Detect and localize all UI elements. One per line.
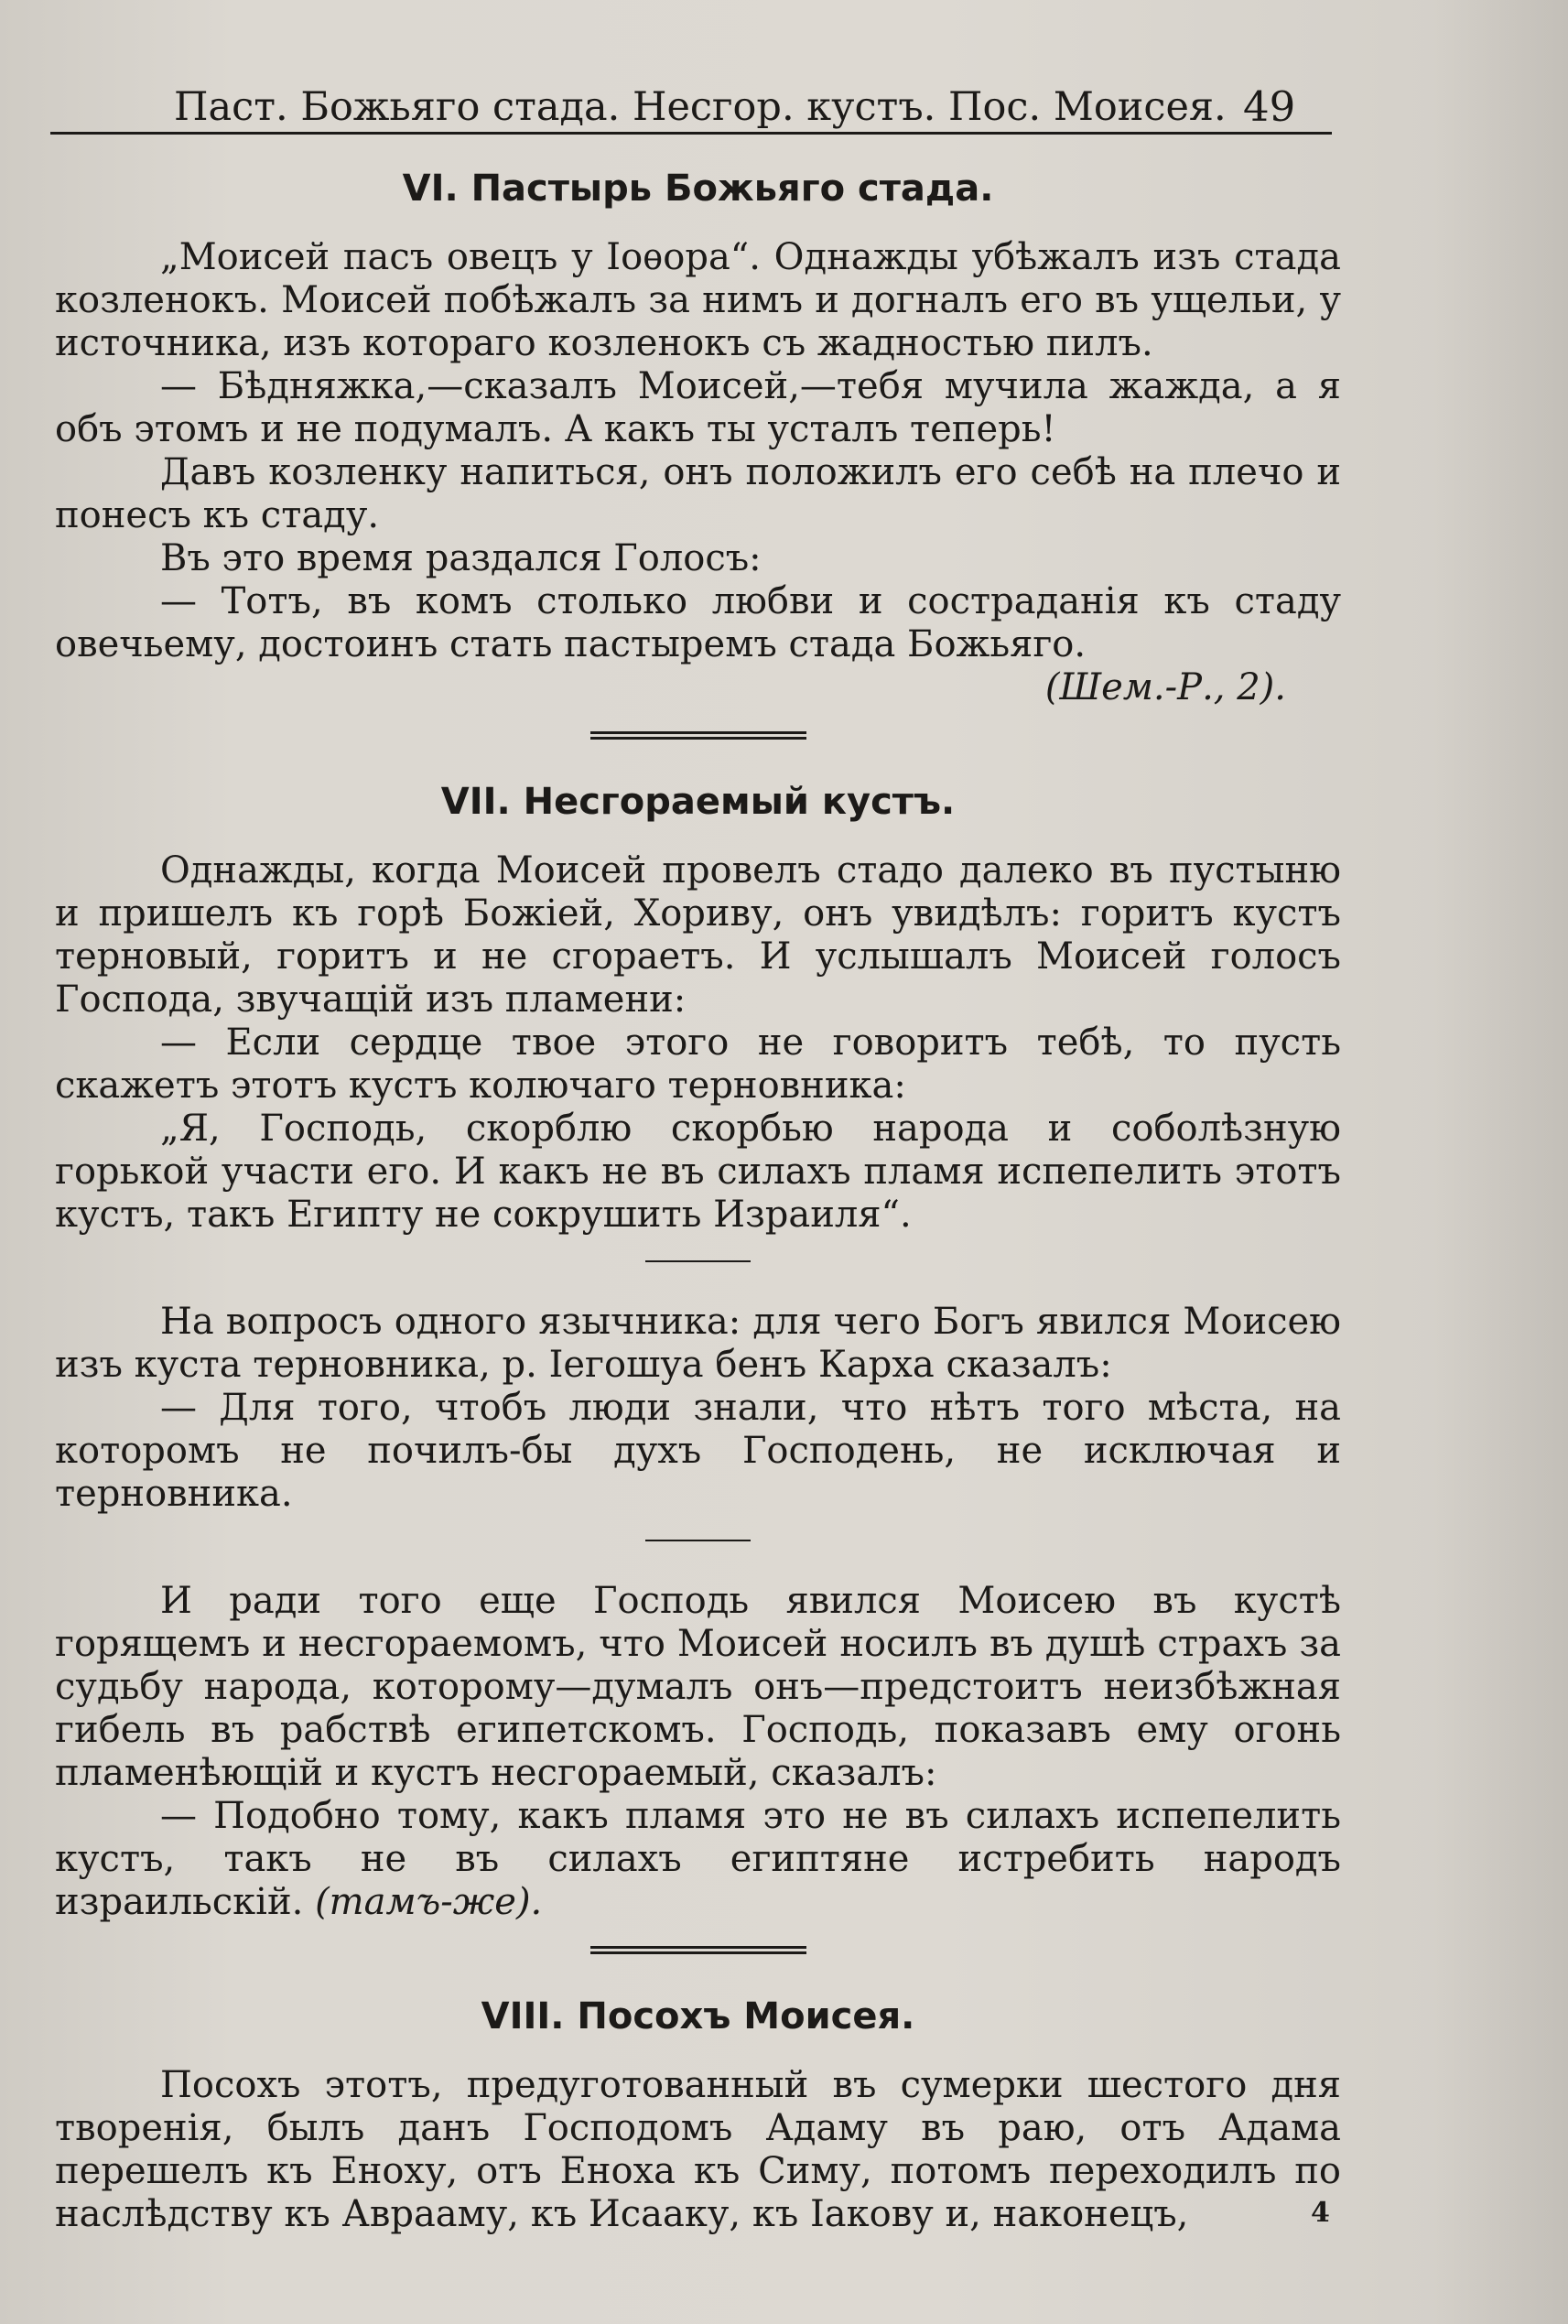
section-7-quote: — Подобно тому, какъ пламя это не въ силахъ испепелить кустъ, такъ не въ силахъ египтяне истребить народъ израильскій. bbox=[55, 1795, 1341, 1923]
section-7-paragraph: — Если сердце твое этого не говоритъ тебѣ, то пусть скажетъ этотъ кустъ колючаго терновника: bbox=[55, 1021, 1341, 1107]
section-6-source: (Шем.-Р., 2). bbox=[1044, 666, 1286, 708]
page-body bbox=[55, 165, 1341, 2236]
section-6-paragraph: — Тотъ, въ комъ столько любви и состраданія къ стаду овечьему, достоинъ стать пастыремъ стада Божьяго. bbox=[55, 580, 1341, 665]
section-8-paragraph: Посохъ этотъ, предуготованный въ сумерки шестого дня творенія, былъ данъ Господомъ Адаму въ раю, отъ Адама перешелъ къ Еноху, отъ Еноха къ Симу, потомъ переходилъ по наслѣдству къ Аврааму, къ Исааку, къ Іакову и, наконецъ, bbox=[55, 2064, 1341, 2235]
section-divider bbox=[590, 1946, 806, 1954]
section-6-title: VI. Пастырь Божьяго стада. bbox=[402, 168, 994, 210]
section-7-paragraph: И ради того еще Господь явился Моисею въ кустѣ горящемъ и несгораемомъ, что Моисей носилъ въ душѣ страхъ за судьбу народа, которому—думалъ онъ—предстоитъ неизбѣжная гибель въ рабствѣ египетскомъ. Господь, показавъ ему огонь пламенѣющій и кустъ несгораемый, сказалъ: bbox=[55, 1580, 1341, 1794]
section-6-paragraph: — Бѣдняжка,—сказалъ Моисей,—тебя мучила жажда, а я объ этомъ и не подумалъ. А какъ ты усталъ теперь! bbox=[55, 365, 1341, 450]
section-7-paragraph: „Я, Господь, скорблю скорбью народа и соболѣзную горькой участи его. И какъ не въ силахъ пламя испепелить этотъ кустъ, такъ Египту не сокрушить Израиля“. bbox=[55, 1108, 1341, 1236]
section-6-paragraph: Въ это время раздался Голосъ: bbox=[160, 537, 762, 579]
section-7-source: (тамъ-же). bbox=[315, 1881, 543, 1923]
section-7-paragraph: На вопросъ одного язычника: для чего Богъ явился Моисею изъ куста терновника, р. Іегошуа бенъ Карха сказалъ: bbox=[55, 1301, 1341, 1386]
page-number: 49 bbox=[1243, 82, 1296, 131]
section-8-title: VIII. Посохъ Моисея. bbox=[481, 1995, 915, 2038]
short-divider bbox=[645, 1540, 751, 1541]
section-7-paragraph bbox=[55, 1795, 1341, 1924]
section-7-paragraph: — Для того, чтобъ люди знали, что нѣтъ того мѣста, на которомъ не почилъ-бы духъ Господень, не исключая и терновника. bbox=[55, 1387, 1341, 1515]
running-header bbox=[50, 75, 1332, 135]
section-divider bbox=[590, 731, 806, 740]
section-6-paragraph: „Моисей пасъ овецъ у Іоѳора“. Однажды убѣжалъ изъ стада козленокъ. Моисей побѣжалъ за нимъ и догналъ его въ ущельи, у источника, изъ котораго козленокъ съ жадностью пилъ. bbox=[55, 236, 1341, 364]
short-divider bbox=[645, 1260, 751, 1262]
section-7-paragraph: Однажды, когда Моисей провелъ стадо далеко въ пустыню и пришелъ къ горѣ Божіей, Хориву, онъ увидѣлъ: горитъ кустъ терновый, горитъ и не сгораетъ. И услышалъ Моисей голосъ Господа, звучащій изъ пламени: bbox=[55, 849, 1341, 1021]
signature-mark: 4 bbox=[1311, 2197, 1330, 2229]
running-title: Паст. Божьяго стада. Несгор. кустъ. Пос. Моисея. bbox=[174, 84, 1227, 130]
page-edge-shadow bbox=[1431, 0, 1568, 2324]
section-7-title: VII. Несгораемый кустъ. bbox=[440, 781, 956, 823]
section-6-paragraph: Давъ козленку напиться, онъ положилъ его себѣ на плечо и понесъ къ стаду. bbox=[55, 451, 1341, 536]
